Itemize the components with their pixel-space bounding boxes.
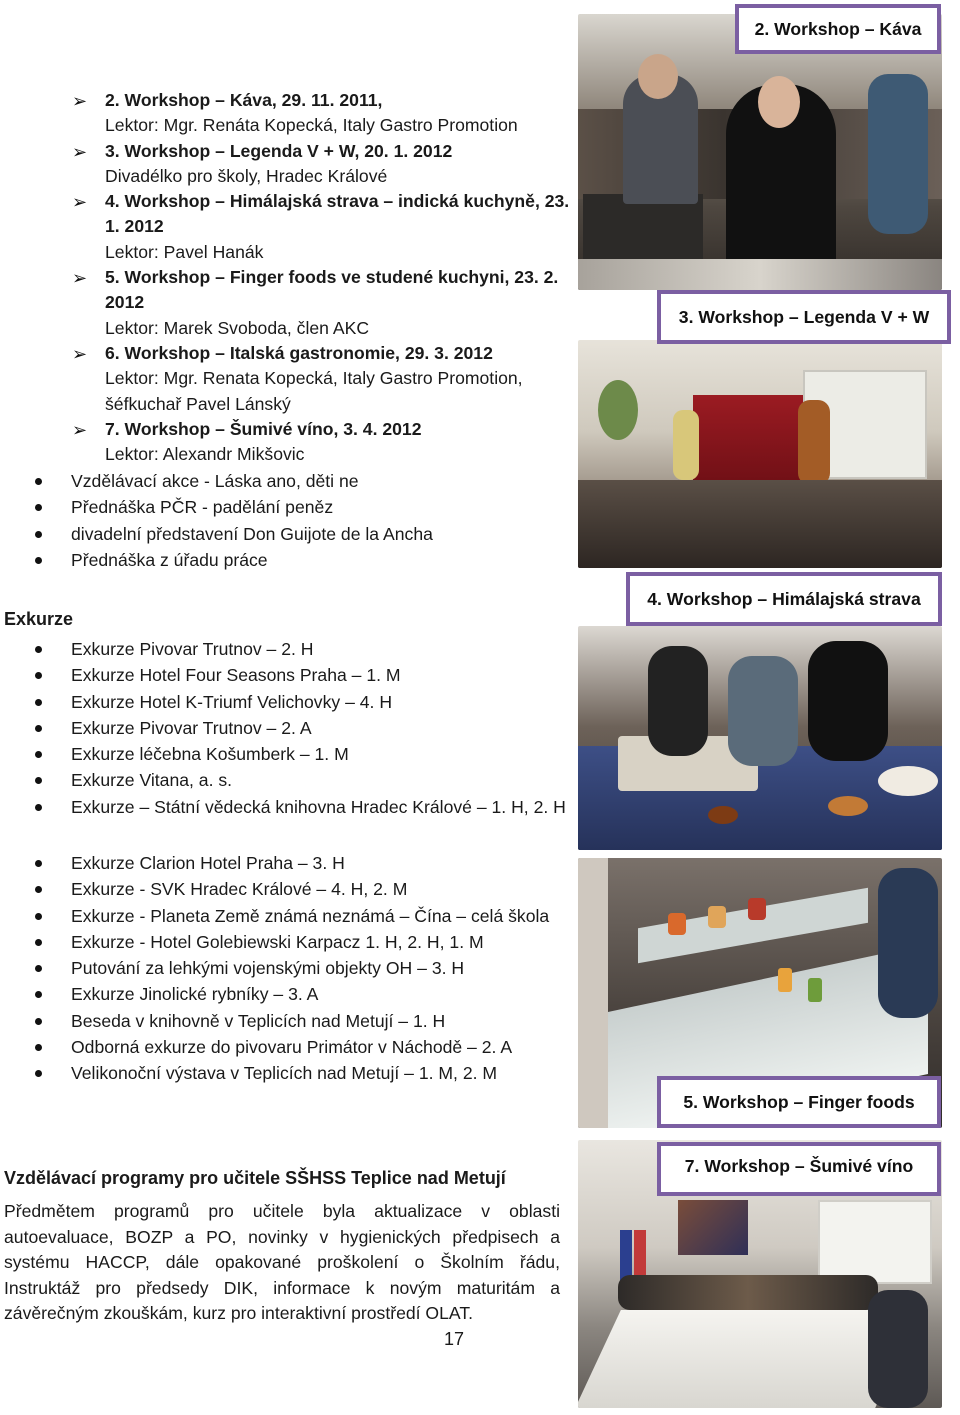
- list-item: Beseda v knihovně v Teplicích nad Metují – 1. H: [0, 1008, 570, 1034]
- bullet-icon: [35, 991, 42, 998]
- workshop-item: [72, 265, 572, 341]
- workshop-title: 3. Workshop – Legenda V + W, 20. 1. 2012: [105, 140, 453, 161]
- list-item: Exkurze - Hotel Golebiewski Karpacz 1. H, 2. H, 1. M: [0, 929, 570, 955]
- bullet-icon: [35, 965, 42, 972]
- bullet-icon: [35, 1018, 42, 1025]
- bullet-icon: [35, 699, 42, 706]
- workshop-title: 4. Workshop – Himálajská strava – indická kuchyně, 23. 1. 2012: [105, 191, 570, 237]
- arrow-bullet-icon: ➢: [72, 141, 88, 162]
- caption-coffee: 2. Workshop – Káva: [735, 4, 941, 54]
- bullet-icon: [35, 777, 42, 784]
- arrow-bullet-icon: ➢: [72, 419, 88, 440]
- list-item: Exkurze Pivovar Trutnov – 2. H: [0, 636, 570, 662]
- workshop-title: 5. Workshop – Finger foods ve studené kuchyni, 23. 2. 2012: [105, 267, 559, 313]
- workshop-item: [72, 341, 572, 417]
- list-item: Exkurze Clarion Hotel Praha – 3. H: [0, 850, 570, 876]
- list-item: Exkurze Jinolické rybníky – 3. A: [0, 981, 570, 1007]
- list-item: Exkurze Hotel Four Seasons Praha – 1. M: [0, 662, 570, 688]
- bullet-icon: [35, 646, 42, 653]
- section-title-teachers: Vzdělávací programy pro učitele SŠHSS Teplice nad Metují: [4, 1168, 506, 1188]
- list-item: Exkurze - Planeta Země známá neznámá – Čína – celá škola: [0, 903, 570, 929]
- list-item: Exkurze - SVK Hradec Králové – 4. H, 2. M: [0, 876, 570, 902]
- caption-himalaj: 4. Workshop – Himálajská strava: [626, 572, 942, 626]
- workshop-title: 7. Workshop – Šumivé víno, 3. 4. 2012: [105, 418, 422, 439]
- list-item: Exkurze – Státní vědecká knihovna Hradec Králové – 1. H, 2. H: [0, 794, 570, 820]
- bullet-icon: [35, 913, 42, 920]
- workshop-detail: Lektor: Pavel Hanák: [105, 241, 264, 262]
- caption-finger-foods: 5. Workshop – Finger foods: [657, 1076, 941, 1128]
- bullet-icon: [35, 939, 42, 946]
- activities-list: [0, 468, 600, 573]
- section-title-exkurze: Exkurze: [4, 609, 74, 629]
- workshop-item: [72, 88, 572, 139]
- page-number: 17: [444, 1329, 465, 1349]
- workshop-item: [72, 189, 572, 265]
- caption-sparkling-wine: 7. Workshop – Šumivé víno: [657, 1142, 941, 1196]
- workshop-detail: Divadélko pro školy, Hradec Králové: [105, 165, 388, 186]
- caption-legenda: 3. Workshop – Legenda V + W: [657, 290, 951, 344]
- list-item: Exkurze léčebna Košumberk – 1. M: [0, 741, 570, 767]
- photo-coffee-workshop: [578, 14, 942, 290]
- list-item: Přednáška PČR - padělání peněz: [0, 494, 600, 520]
- bullet-icon: [35, 478, 42, 485]
- excursions-list-continued: [0, 850, 570, 1087]
- list-item: Vzdělávací akce - Láska ano, děti ne: [0, 468, 600, 494]
- bullet-icon: [35, 531, 42, 538]
- bullet-icon: [35, 504, 42, 511]
- list-item: Exkurze Vitana, a. s.: [0, 767, 570, 793]
- arrow-bullet-icon: ➢: [72, 268, 88, 289]
- bullet-icon: [35, 751, 42, 758]
- bullet-icon: [35, 557, 42, 564]
- list-item: Exkurze Pivovar Trutnov – 2. A: [0, 715, 570, 741]
- workshop-title: 6. Workshop – Italská gastronomie, 29. 3. 2012: [105, 342, 493, 363]
- list-item: Putování za lehkými vojenskými objekty OH – 3. H: [0, 955, 570, 981]
- excursions-list: [0, 636, 570, 820]
- workshop-item: [72, 139, 572, 190]
- arrow-bullet-icon: ➢: [72, 192, 88, 213]
- bullet-icon: [35, 1044, 42, 1051]
- list-item: Přednáška z úřadu práce: [0, 547, 600, 573]
- bullet-icon: [35, 725, 42, 732]
- bullet-icon: [35, 860, 42, 867]
- workshop-detail: Lektor: Mgr. Renáta Kopecká, Italy Gastro Promotion: [105, 115, 518, 136]
- list-item: Velikonoční výstava v Teplicích nad Metují – 1. M, 2. M: [0, 1060, 570, 1086]
- workshop-item: [72, 417, 572, 468]
- workshop-detail: Lektor: Alexandr Mikšovic: [105, 444, 305, 465]
- list-item: Exkurze Hotel K-Triumf Velichovky – 4. H: [0, 689, 570, 715]
- arrow-bullet-icon: ➢: [72, 343, 88, 364]
- photo-theatre-workshop: [578, 340, 942, 568]
- workshop-list: [72, 88, 572, 467]
- bullet-icon: [35, 804, 42, 811]
- workshop-title: 2. Workshop – Káva, 29. 11. 2011,: [105, 90, 383, 110]
- photo-himalayan-workshop: [578, 626, 942, 850]
- bullet-icon: [35, 886, 42, 893]
- list-item: Odborná exkurze do pivovaru Primátor v Náchodě – 2. A: [0, 1034, 570, 1060]
- bullet-icon: [35, 672, 42, 679]
- bullet-icon: [35, 1070, 42, 1077]
- workshop-detail: Lektor: Marek Svoboda, člen AKC: [105, 317, 370, 338]
- teachers-paragraph: Předmětem programů pro učitele byla aktualizace v oblasti autoevaluace, BOZP a PO, novinky v hygienických předpisech a systému HACCP, dále opakované proškolení o Školním řádu, Instruktáž pro předsedy DIK, informace k novým maturitám a závěrečným zkouškám, kurz pro interaktivní prostředí OLAT.: [4, 1201, 560, 1323]
- list-item: divadelní představení Don Guijote de la Ancha: [0, 521, 600, 547]
- workshop-detail: Lektor: Mgr. Renata Kopecká, Italy Gastro Promotion, šéfkuchař Pavel Lánský: [105, 368, 523, 414]
- arrow-bullet-icon: ➢: [72, 91, 88, 111]
